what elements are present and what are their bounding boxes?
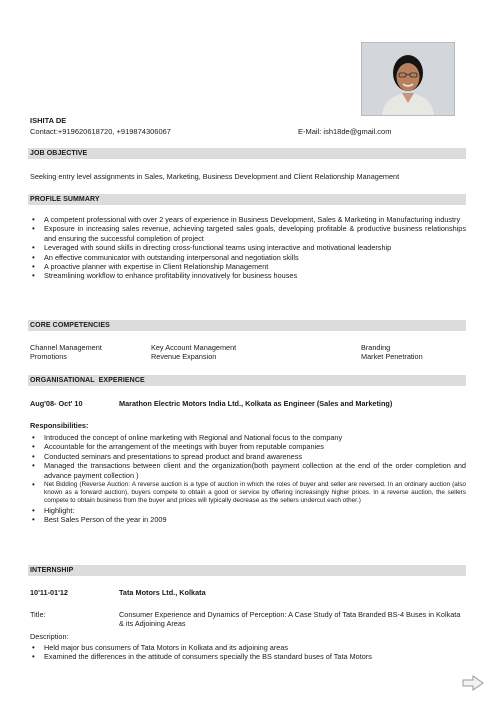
competency-item: Key Account Management [151, 343, 237, 352]
list-item: • A proactive planner with expertise in Client Relationship Management [30, 262, 466, 271]
profile-photo [361, 42, 455, 116]
competency-col-2 [151, 343, 236, 362]
list-item: • Exposure in increasing sales revenue, achieving targeted sales goals, developing profitable & productive business relationships and ensuring the successful completion of project [30, 224, 466, 243]
internship-project-title: Consumer Experience and Dynamics of Perception: A Case Study of Tata Branded BS-4 Buses in Kolkata & its Adjoining Areas [119, 610, 461, 629]
internship-description-list [30, 643, 466, 662]
list-item: • Streamlining workflow to enhance profitability innovatively for business houses [30, 271, 466, 280]
competency-col-3 [361, 343, 423, 362]
contact-numbers: Contact:+919620618720, +919874306067 [30, 127, 171, 136]
list-item: • Conducted seminars and presentations to spread product and brand awareness [30, 452, 466, 461]
competency-item: Market Penetration [361, 352, 423, 362]
list-item: • An effective communicator with outstanding interpersonal and negotiation skills [30, 253, 466, 262]
profile-summary-list [30, 215, 466, 281]
list-item: • Examined the differences in the attitude of consumers specially the BS standard buses of Tata Motors [30, 652, 466, 661]
internship-heading: INTERNSHIP [28, 565, 466, 576]
competency-col-1 [30, 343, 102, 362]
core-competencies-heading: CORE COMPETENCIES [28, 320, 466, 331]
experience-heading: ORGANISATIONAL EXPERIENCE [28, 375, 466, 386]
competency-item: Revenue Expansion [151, 352, 217, 362]
list-item: • A competent professional with over 2 years of experience in Business Development, Sales & Marketing in Manufacturing industry [30, 215, 466, 224]
list-item: • Net Bidding (Reverse Auction: A reverse auction is a type of auction in which the roles of buyer and seller are reversed. In an ordinary auction (also known as a forward auction), buyers compete to obtain a good or service by offering increasingly higher prices. In a reverse auction, the sellers compete to obtain business from the buyer and prices will typically decrease as the sellers undercut each other.) [30, 481, 466, 506]
internship-description-label: Description: [30, 632, 69, 641]
competency-item: Channel Management [30, 343, 102, 352]
list-item: • Managed the transactions between client and the organization(both payment collection at the end of the order completion and advance payment collection ) [30, 461, 466, 480]
list-item: • Introduced the concept of online marketing with Regional and National focus to the company [30, 433, 466, 442]
responsibilities-label: Responsibilities: [30, 421, 89, 430]
email-address: E-Mail: ish18de@gmail.com [298, 127, 392, 136]
competency-item: Branding [361, 343, 391, 352]
list-item: • Held major bus consumers of Tata Motors in Kolkata and its adjoining areas [30, 643, 466, 652]
list-item: • Accountable for the arrangement of the meetings with buyer from reputable companies [30, 442, 466, 451]
list-item: • Leveraged with sound skills in directing cross-functional teams using interactive and motivational leadership [30, 243, 466, 252]
job-objective-text: Seeking entry level assignments in Sales, Marketing, Business Development and Client Relationship Management [30, 172, 400, 181]
profile-summary-heading: PROFILE SUMMARY [28, 194, 466, 205]
internship-title-label: Title: [30, 610, 46, 619]
list-item: • Best Sales Person of the year in 2009 [30, 515, 466, 524]
list-item: • Highlight: [30, 506, 466, 515]
internship-period: 10'11-01'12 [30, 588, 68, 597]
candidate-name: ISHITA DE [30, 116, 67, 125]
experience-period: Aug'08- Oct' 10 [30, 399, 83, 408]
experience-role: Marathon Electric Motors India Ltd., Kolkata as Engineer (Sales and Marketing) [119, 399, 393, 408]
internship-company: Tata Motors Ltd., Kolkata [119, 588, 206, 597]
competency-item: Promotions [30, 352, 67, 362]
responsibilities-list [30, 433, 466, 524]
portrait-image [362, 43, 454, 115]
next-page-arrow-icon[interactable] [462, 675, 484, 691]
job-objective-heading: JOB OBJECTIVE [28, 148, 466, 159]
